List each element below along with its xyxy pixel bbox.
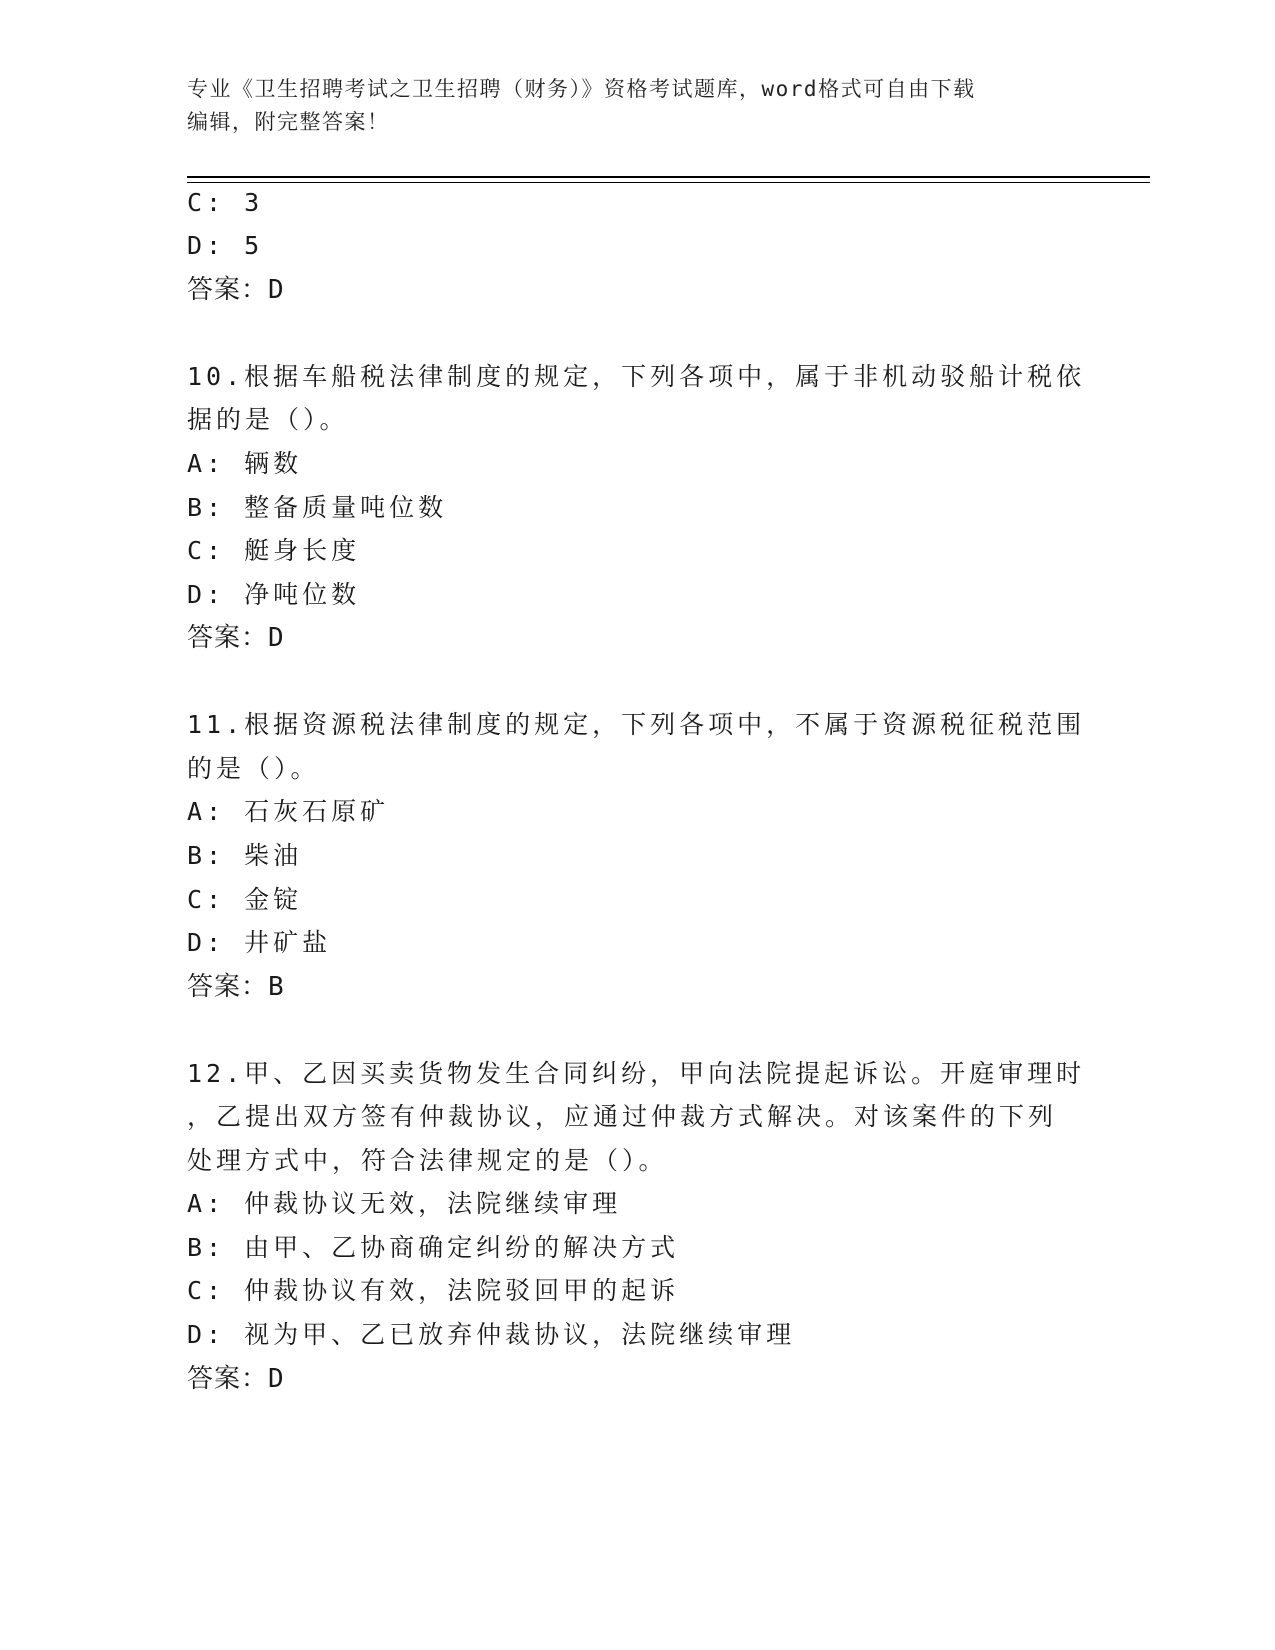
question-12-text-line-3: 处理方式中，符合法律规定的是（）。	[187, 1146, 668, 1175]
question-12-option-a: A: 仲裁协议无效，法院继续审理	[187, 1189, 622, 1218]
question-10-text-line-1: 10.根据车船税法律制度的规定，下列各项中，属于非机动驳船计税依	[187, 362, 1086, 391]
question-10-text-line-2: 据的是（）。	[187, 405, 349, 434]
question-11-answer: 答案：B	[187, 972, 285, 1002]
question-12-text-line-1: 12.甲、乙因买卖货物发生合同纠纷，甲向法院提起诉讼。开庭审理时	[187, 1059, 1086, 1088]
question-10-option-b: B: 整备质量吨位数	[187, 493, 448, 522]
question-11-option-d: D: 井矿盐	[187, 928, 332, 957]
question-12-answer: 答案：D	[187, 1364, 285, 1394]
header-divider-thick	[187, 176, 1150, 178]
question-11-option-c: C: 金锭	[187, 885, 303, 914]
header-line-2: 编辑，附完整答案！	[187, 110, 390, 134]
question-11-text-line-1: 11.根据资源税法律制度的规定，下列各项中，不属于资源税征税范围	[187, 710, 1086, 739]
question-12-option-b: B: 由甲、乙协商确定纠纷的解决方式	[187, 1233, 680, 1262]
question-11-option-b: B: 柴油	[187, 841, 303, 870]
prev-option-d: D: 5	[187, 231, 264, 260]
question-12-text-line-2: ，乙提出双方签有仲裁协议，应通过仲裁方式解决。对该案件的下列	[187, 1102, 1058, 1131]
prev-answer: 答案：D	[187, 275, 285, 305]
question-10-option-a: A: 辆数	[187, 449, 303, 478]
question-11-option-a: A: 石灰石原矿	[187, 797, 390, 826]
question-11-text-line-2: 的是（）。	[187, 754, 320, 783]
question-10-option-d: D: 净吨位数	[187, 580, 361, 609]
question-10-answer: 答案：D	[187, 623, 285, 653]
header-line-1: 专业《卫生招聘考试之卫生招聘（财务）》资格考试题库，word格式可自由下载	[187, 77, 976, 101]
document-header	[187, 73, 1087, 139]
header-divider-thin	[187, 182, 1150, 183]
question-12-option-c: C: 仲裁协议有效，法院驳回甲的起诉	[187, 1276, 680, 1305]
question-12-option-d: D: 视为甲、乙已放弃仲裁协议，法院继续审理	[187, 1320, 796, 1349]
question-10-option-c: C: 艇身长度	[187, 536, 361, 565]
prev-option-c: C: 3	[187, 188, 264, 217]
